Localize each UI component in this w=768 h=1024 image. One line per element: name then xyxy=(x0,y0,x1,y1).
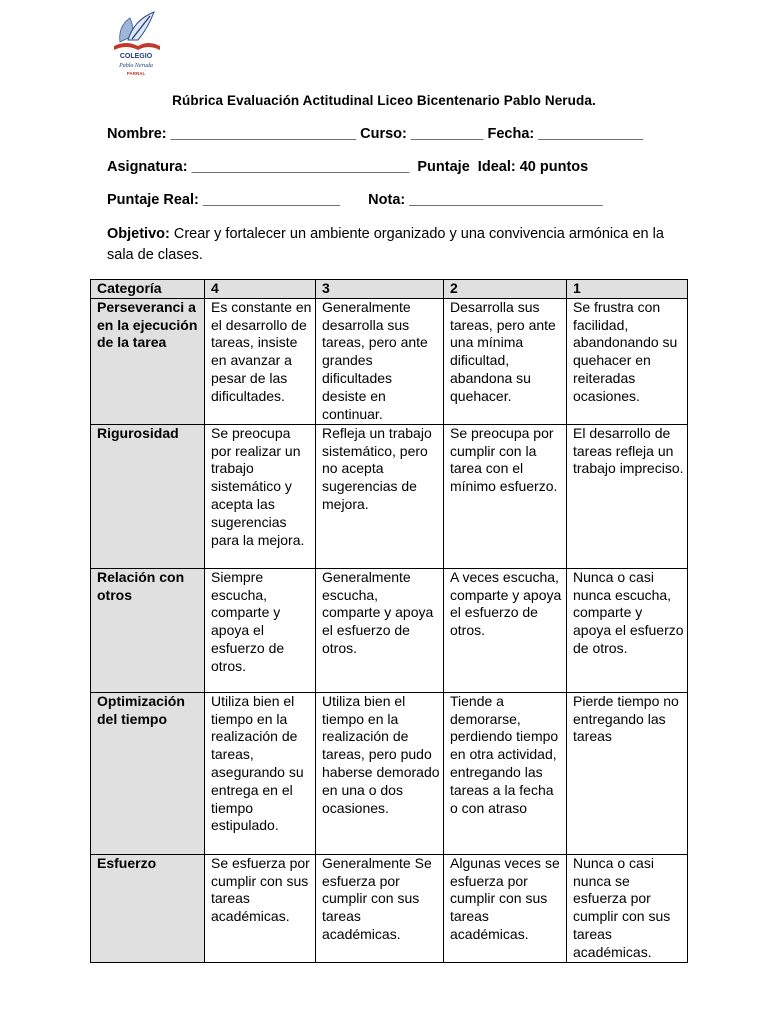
cell-score-4: Es constante en el desarrollo de tareas, insiste en avanzar a pesar de las dificultades. xyxy=(205,298,316,424)
objective-text: Crear y fortalecer un ambiente organizado y una convivencia armónica en la sala de clases. xyxy=(107,226,664,263)
table-header-row xyxy=(91,280,688,299)
row-category: Rigurosidad xyxy=(91,424,205,568)
cell-score-3: Generalmente desarrolla sus tareas, pero ante grandes dificultades desiste en continuar. xyxy=(316,298,444,424)
student-info-line: Nombre: _______________________ Curso: _________ Fecha: _____________ xyxy=(107,126,644,142)
cell-score-2: Se preocupa por cumplir con la tarea con el mínimo esfuerzo. xyxy=(444,424,567,568)
header-score-1: 1 xyxy=(567,280,688,299)
rubric-table xyxy=(90,279,688,963)
cell-score-1: Se frustra con facilidad, abandonando su quehacer en reiteradas ocasiones. xyxy=(567,298,688,424)
header-score-3: 3 xyxy=(316,280,444,299)
cell-score-1: El desarrollo de tareas refleja un trabajo impreciso. xyxy=(567,424,688,568)
cell-score-3: Generalmente Se esfuerza por cumplir con sus tareas académicas. xyxy=(316,854,444,962)
cell-score-2: Tiende a demorarse, perdiendo tiempo en otra actividad, entregando las tareas a la fecha o con atraso xyxy=(444,692,567,854)
cell-score-2: A veces escucha, comparte y apoya el esfuerzo de otros. xyxy=(444,568,567,692)
table-row xyxy=(91,854,688,962)
cell-score-1: Pierde tiempo no entregando las tareas xyxy=(567,692,688,854)
table-row xyxy=(91,568,688,692)
cell-score-2: Desarrolla sus tareas, pero ante una mínima dificultad, abandona su quehacer. xyxy=(444,298,567,424)
table-row xyxy=(91,692,688,854)
table-row xyxy=(91,298,688,424)
row-category: Esfuerzo xyxy=(91,854,205,962)
cell-score-4: Siempre escucha, comparte y apoya el esfuerzo de otros. xyxy=(205,568,316,692)
cell-score-4: Utiliza bien el tiempo en la realización de tareas, asegurando su entrega en el tiempo estipulado. xyxy=(205,692,316,854)
objective-label: Objetivo: xyxy=(107,226,170,242)
logo-text-bottom: PARRAL xyxy=(126,71,146,76)
cell-score-3: Refleja un trabajo sistemático, pero no acepta sugerencias de mejora. xyxy=(316,424,444,568)
cell-score-3: Generalmente escucha, comparte y apoya el esfuerzo de otros. xyxy=(316,568,444,692)
cell-score-4: Se preocupa por realizar un trabajo sistemático y acepta las sugerencias para la mejora. xyxy=(205,424,316,568)
row-category: Perseveranci a en la ejecución de la tarea xyxy=(91,298,205,424)
cell-score-1: Nunca o casi nunca se esfuerza por cumplir con sus tareas académicas. xyxy=(567,854,688,962)
cell-score-4: Se esfuerza por cumplir con sus tareas académicas. xyxy=(205,854,316,962)
header-score-2: 2 xyxy=(444,280,567,299)
logo-text-top: COLEGIO xyxy=(119,53,153,60)
subject-info-line: Asignatura: ___________________________ Puntaje Ideal: 40 puntos xyxy=(107,159,589,175)
score-info-line: Puntaje Real: _________________ Nota: ________________________ xyxy=(107,192,603,208)
row-category: Optimización del tiempo xyxy=(91,692,205,854)
cell-score-3: Utiliza bien el tiempo en la realización de tareas, pero pudo haberse demorado en una o dos ocasiones. xyxy=(316,692,444,854)
header-category: Categoría xyxy=(91,280,205,299)
document-title: Rúbrica Evaluación Actitudinal Liceo Bicentenario Pablo Neruda. xyxy=(172,93,596,108)
objective-paragraph xyxy=(107,224,677,266)
cell-score-2: Algunas veces se esfuerza por cumplir con sus tareas académicas. xyxy=(444,854,567,962)
row-category: Relación con otros xyxy=(91,568,205,692)
school-logo xyxy=(104,6,168,86)
cell-score-1: Nunca o casi nunca escucha, comparte y apoya el esfuerzo de otros. xyxy=(567,568,688,692)
logo-text-mid: Pablo Neruda xyxy=(119,63,153,69)
header-score-4: 4 xyxy=(205,280,316,299)
table-row xyxy=(91,424,688,568)
